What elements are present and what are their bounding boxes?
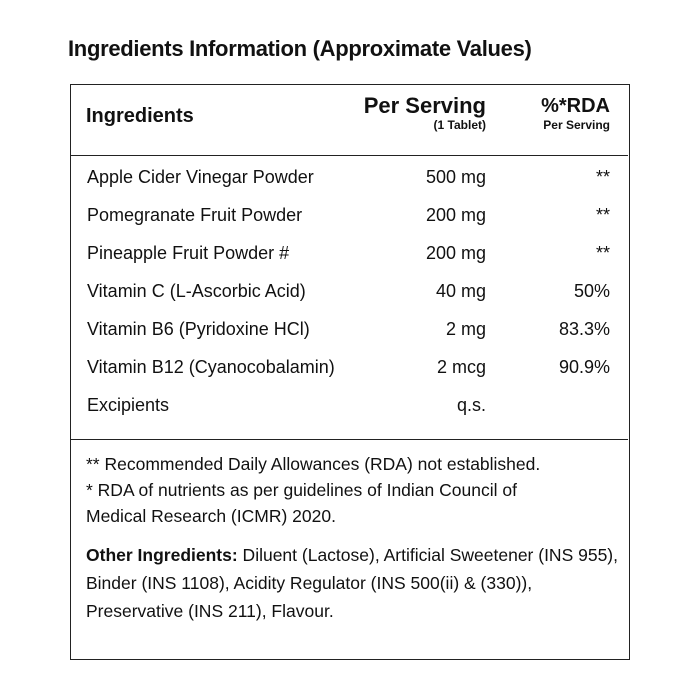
ingredient-rda: 90.9%	[558, 357, 610, 377]
footnote-icmr-line-2: Medical Research (ICMR) 2020.	[86, 506, 336, 526]
ingredient-rda: **	[595, 205, 610, 225]
ingredient-name: Excipients	[87, 395, 170, 415]
ingredient-rda: 83.3%	[558, 319, 610, 339]
header-ingredients: Ingredients	[86, 105, 194, 127]
ingredient-name: Apple Cider Vinegar Powder	[87, 167, 314, 187]
table-row	[71, 273, 628, 311]
ingredient-rda: **	[595, 243, 610, 263]
ingredient-name: Vitamin B12 (Cyanocobalamin)	[87, 357, 335, 377]
ingredient-name: Vitamin B6 (Pyridoxine HCl)	[87, 319, 310, 339]
other-ingredients	[86, 541, 631, 625]
header-per-serving	[364, 94, 486, 132]
header-per-serving-sub: (1 Tablet)	[433, 118, 486, 132]
other-ingredients-label: Other Ingredients:	[86, 545, 238, 565]
footnote-rda-not-established: ** Recommended Daily Allowances (RDA) not established.	[86, 454, 541, 474]
table-row	[71, 387, 628, 425]
ingredient-amount: 200 mg	[425, 205, 486, 225]
ingredient-amount: 2 mcg	[436, 357, 486, 377]
ingredient-amount: 200 mg	[425, 243, 486, 263]
table-footer	[86, 451, 631, 625]
ingredient-name: Pomegranate Fruit Powder	[87, 205, 303, 225]
ingredient-amount: 500 mg	[425, 167, 486, 187]
ingredients-table	[70, 84, 630, 660]
header-rda-sub: Per Serving	[543, 118, 610, 132]
page-title: Ingredients Information (Approximate Values)	[68, 36, 532, 61]
table-row	[71, 235, 628, 273]
ingredient-amount: 2 mg	[445, 319, 486, 339]
table-row	[71, 159, 628, 197]
ingredient-amount: 40 mg	[435, 281, 486, 301]
table-row	[71, 197, 628, 235]
ingredient-rda: 50%	[573, 281, 610, 301]
table-header	[71, 85, 628, 156]
table-body	[71, 157, 628, 440]
header-per-serving-label: Per Serving	[363, 93, 486, 118]
ingredient-rda: **	[595, 167, 610, 187]
ingredient-name: Vitamin C (L-Ascorbic Acid)	[87, 281, 306, 301]
table-row	[71, 349, 628, 387]
header-rda	[541, 94, 610, 132]
other-ingredients-text: Diluent (Lactose), Artificial Sweetener (INS 955), Binder (INS 1108), Acidity Regulator (INS 500(ii) & (330)), Preservative (INS 211), Flavour.	[86, 545, 618, 621]
header-rda-label: %*RDA	[541, 95, 610, 117]
ingredient-amount: q.s.	[456, 395, 486, 415]
footnote-icmr-line-1: * RDA of nutrients as per guidelines of Indian Council of	[86, 480, 517, 500]
ingredient-name: Pineapple Fruit Powder #	[87, 243, 290, 263]
table-row	[71, 311, 628, 349]
